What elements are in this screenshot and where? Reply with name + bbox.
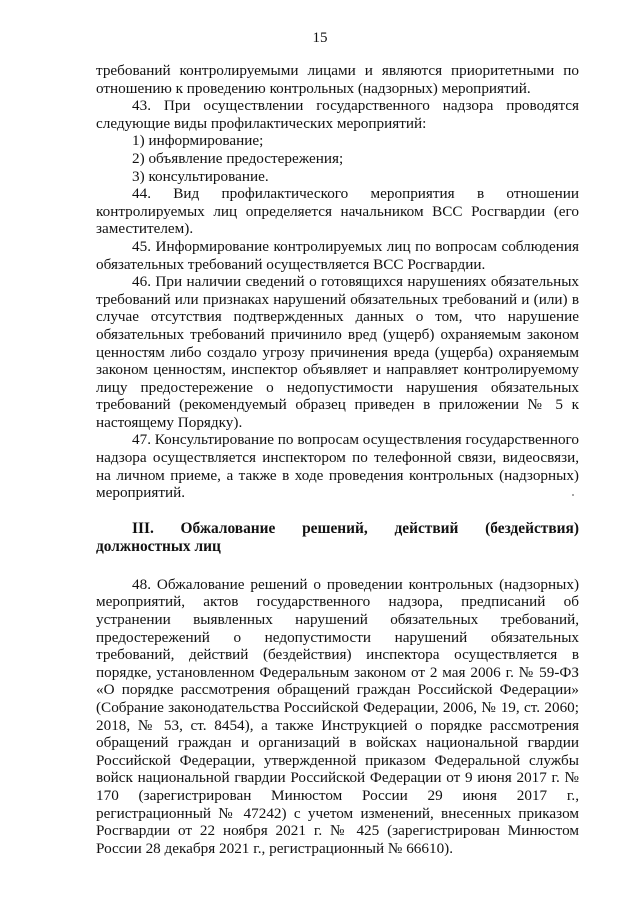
paragraph-44: 44. Вид профилактического мероприятия в отношении контролируемых лиц определяется начальником ВСС Росгвардии (его заместителем). — [96, 185, 579, 238]
list-item-informing: 1) информирование; — [132, 132, 264, 150]
list-item-consulting: 3) консультирование. — [132, 167, 269, 185]
section-heading: III. Обжалование решений, действий (бездействия) должностных лиц — [96, 519, 579, 555]
list-item-warning: 2) объявление предостережения; — [132, 149, 344, 167]
paragraph-46: 46. При наличии сведений о готовящихся нарушениях обязательных требований или признаках нарушений обязательных требований и (или) в случае отсутствия подтвержденных данных о том, что нарушение обязательных требований причинило вред (ущерб) охраняемым законом ценностям либо создало угрозу причинения вреда (ущерба) охраняемым законом ценностям, инспектор объявляет и направляет контролируемому лицу предостережение о недопустимости нарушения обязательных требований (рекомендуемый образец приведен в приложении № 5 к настоящему Порядку). — [96, 273, 579, 431]
paragraph-47: 47. Консультирование по вопросам осуществления государственного надзора осуществляется инспектором по телефонной связи, видеосвязи, на личном приеме, а также в ходе проведения контрольных (надзорных) мероприятий. — [96, 431, 579, 502]
paragraph-continuation: требований контролируемыми лицами и являются приоритетными по отношению к проведению контрольных (надзорных) мероприятий. — [96, 62, 579, 97]
scan-speck — [572, 494, 574, 496]
paragraph-48: 48. Обжалование решений о проведении контрольных (надзорных) мероприятий, актов государственного надзора, предписаний об устранении выявленных нарушений обязательных требований, предостережений о недопустимости нарушений обязательных требований, действий (бездействия) инспектора осуществляется в порядке, установленном Федеральным законом от 2 мая 2006 г. № 59-ФЗ «О порядке рассмотрения обращений граждан Российской Федерации» (Собрание законодательства Российской Федерации, 2006, № 19, ст. 2060; 2018, № 53, ст. 8454), а также Инструкцией о порядке рассмотрения обращений граждан и организаций в войсках национальной гвардии Российской Федерации, утвержденной приказом Федеральной службы войск национальной гвардии Российской Федерации от 9 июня 2017 г. № 170 (зарегистрирован Минюстом России 29 июня 2017 г., регистрационный № 47242) с учетом изменений, внесенных приказом Росгвардии от 22 ноября 2021 г. № 425 (зарегистрирован Минюстом России 28 декабря 2021 г., регистрационный № 66610). — [96, 575, 579, 857]
paragraph-43: 43. При осуществлении государственного надзора проводятся следующие виды профилактических мероприятий: — [96, 97, 579, 132]
document-body — [96, 62, 579, 857]
page-number: 15 — [312, 30, 328, 46]
paragraph-45: 45. Информирование контролируемых лиц по вопросам соблюдения обязательных требований осуществляется ВСС Росгвардии. — [96, 237, 579, 273]
